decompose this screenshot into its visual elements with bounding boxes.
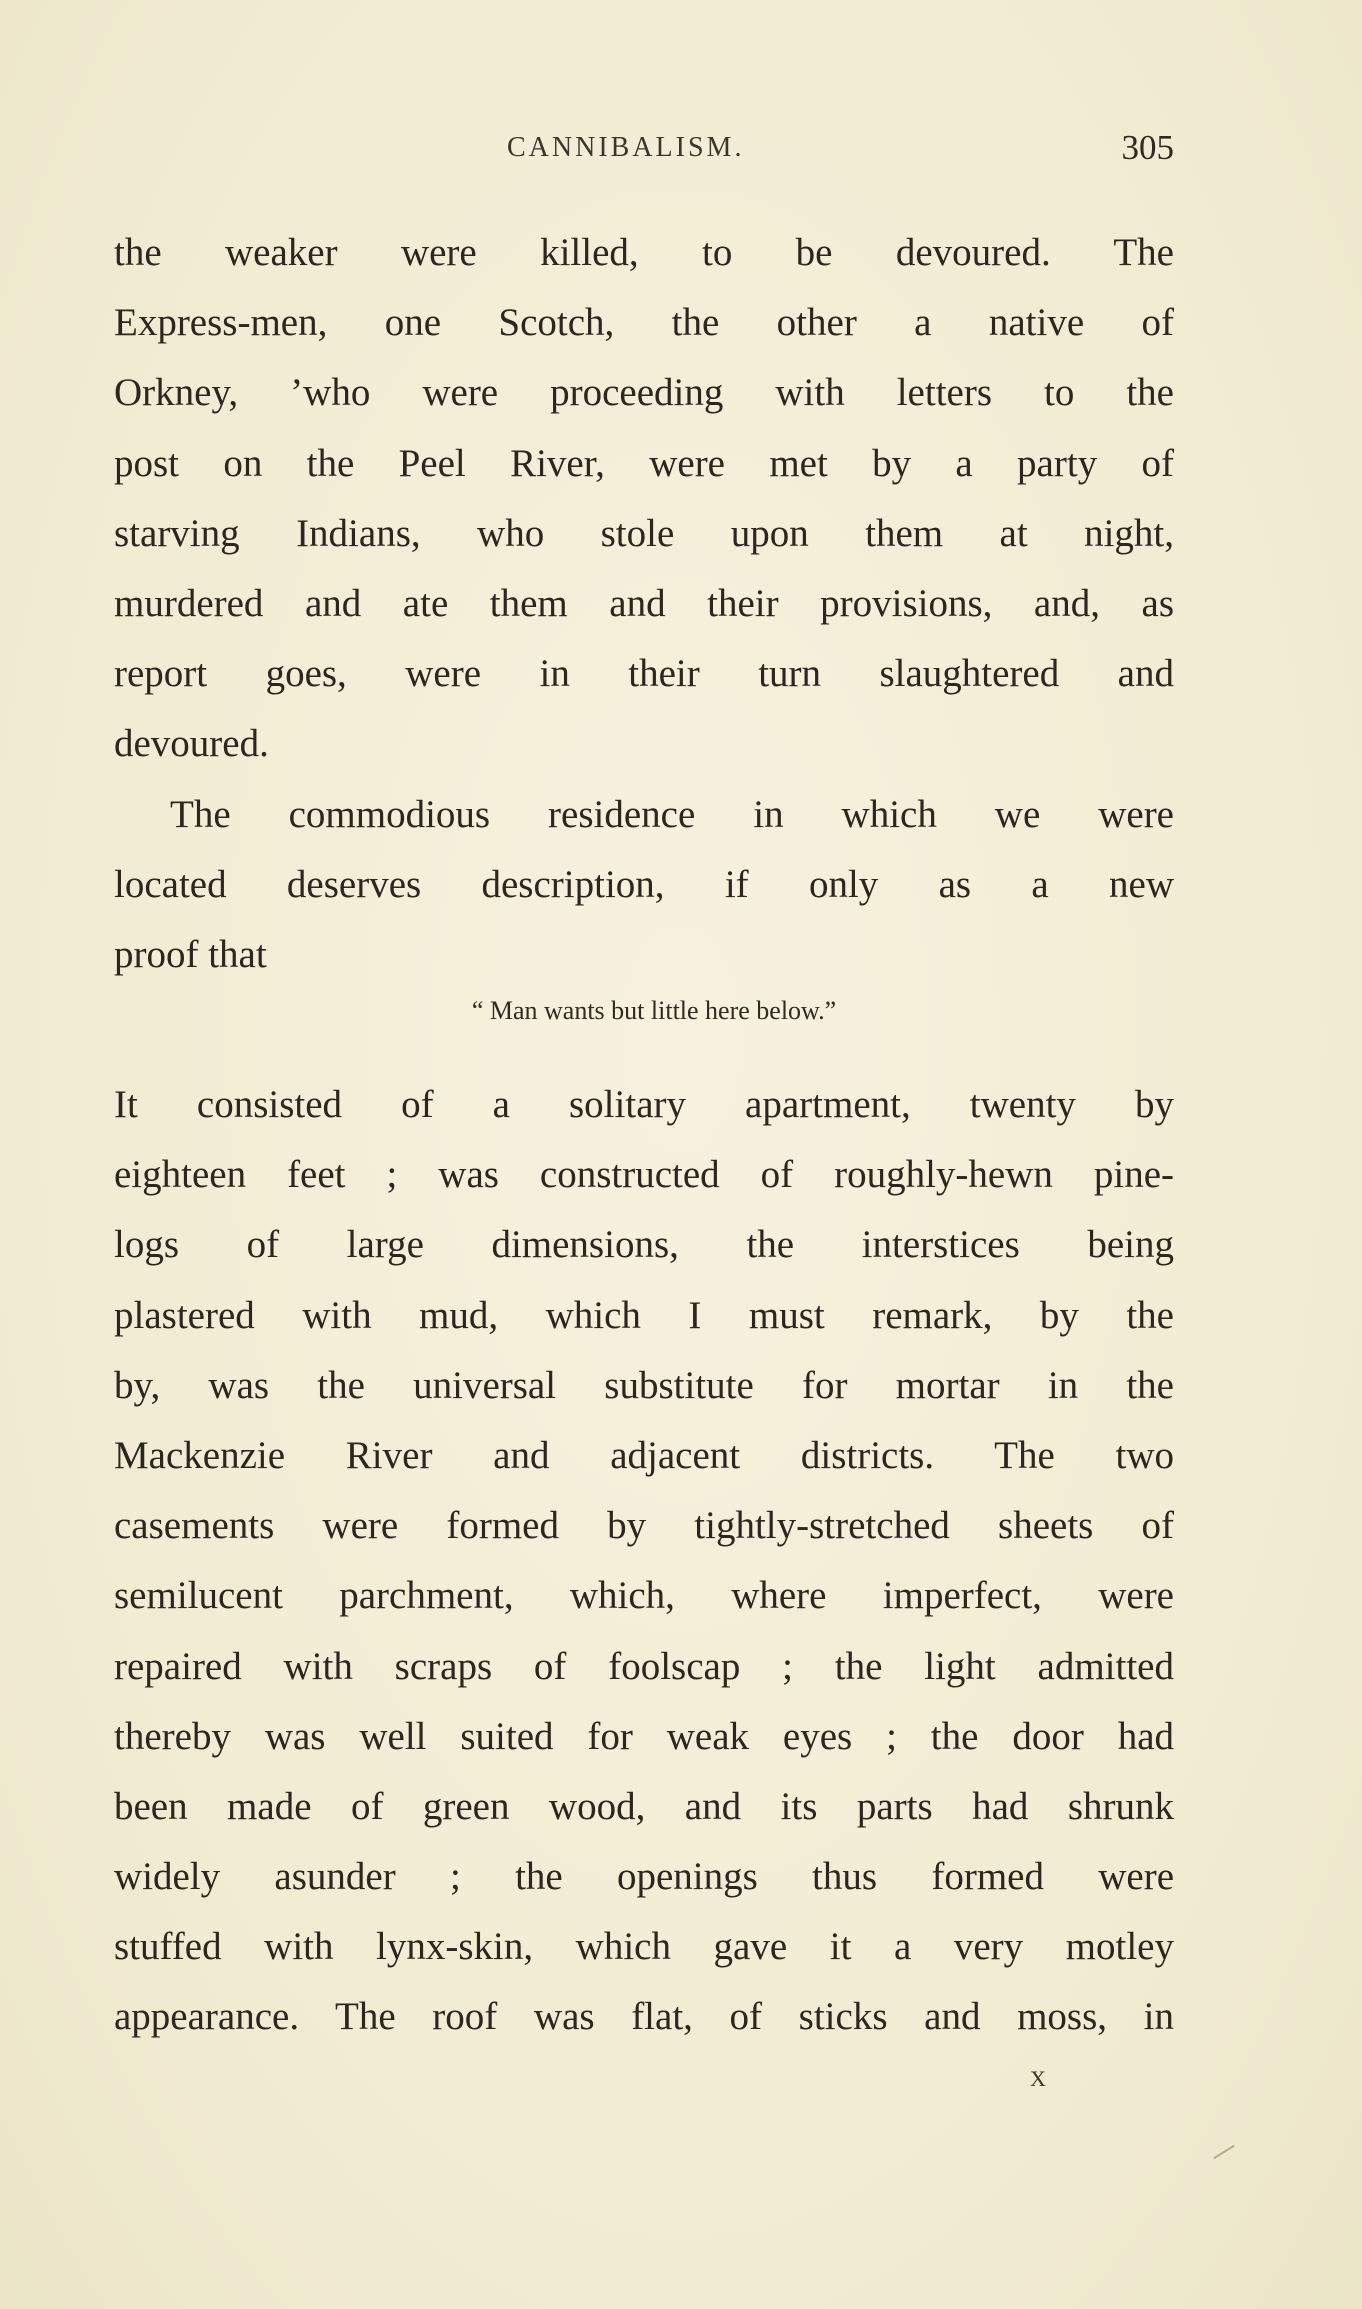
text-line: post on the Peel River, were met by a party of — [114, 441, 1174, 485]
text-line: It consisted of a solitary apartment, twenty by — [114, 1083, 1174, 1126]
text-line: starving Indians, who stole upon them at night, — [114, 511, 1174, 555]
text-line: Express-men, one Scotch, the other a native of — [114, 301, 1174, 345]
text-line: plastered with mud, which I must remark, by the — [114, 1293, 1174, 1337]
page-header — [114, 128, 1174, 178]
text-line: stuffed with lynx-skin, which gave it a very motley — [114, 1925, 1174, 1969]
text-line: The commodious residence in which we were — [170, 792, 1174, 836]
text-line: devoured. — [114, 722, 269, 766]
text-line: by, was the universal substitute for mortar in the — [114, 1363, 1174, 1407]
page-number: 305 — [1121, 128, 1174, 167]
text-line: semilucent parchment, which, where imperfect, were — [114, 1574, 1174, 1618]
pencil-mark — [1213, 2145, 1234, 2159]
text-line: widely asunder ; the openings thus formed were — [114, 1855, 1174, 1899]
text-line: appearance. The roof was flat, of sticks and moss, in — [114, 1995, 1174, 2039]
text-line: located deserves description, if only as a new — [114, 862, 1174, 906]
running-head: CANNIBALISM. — [507, 132, 745, 163]
text-line: report goes, were in their turn slaughtered and — [114, 652, 1174, 696]
paragraph-block-1 — [114, 218, 1174, 990]
text-line: murdered and ate them and their provisions, and, as — [114, 581, 1174, 625]
text-line: casements were formed by tightly-stretched sheets of — [114, 1504, 1174, 1548]
paragraph-block-2 — [114, 1070, 1174, 2053]
text-line: the weaker were killed, to be devoured. The — [114, 231, 1174, 274]
text-line: thereby was well suited for weak eyes ; the door had — [114, 1714, 1174, 1758]
text-line: logs of large dimensions, the interstices being — [114, 1223, 1174, 1267]
text-line: Mackenzie River and adjacent districts. The two — [114, 1433, 1174, 1477]
text-line: eighteen feet ; was constructed of roughly-hewn pine- — [114, 1153, 1174, 1197]
text-line: Orkney, ’who were proceeding with letters to the — [114, 371, 1174, 415]
verse-quotation: “ Man wants but little here below.” — [471, 996, 837, 1025]
signature-mark: X — [1030, 2066, 1046, 2091]
text-line: been made of green wood, and its parts had shrunk — [114, 1784, 1174, 1828]
text-line: repaired with scraps of foolscap ; the light admitted — [114, 1644, 1174, 1688]
text-line: proof that — [114, 932, 267, 976]
